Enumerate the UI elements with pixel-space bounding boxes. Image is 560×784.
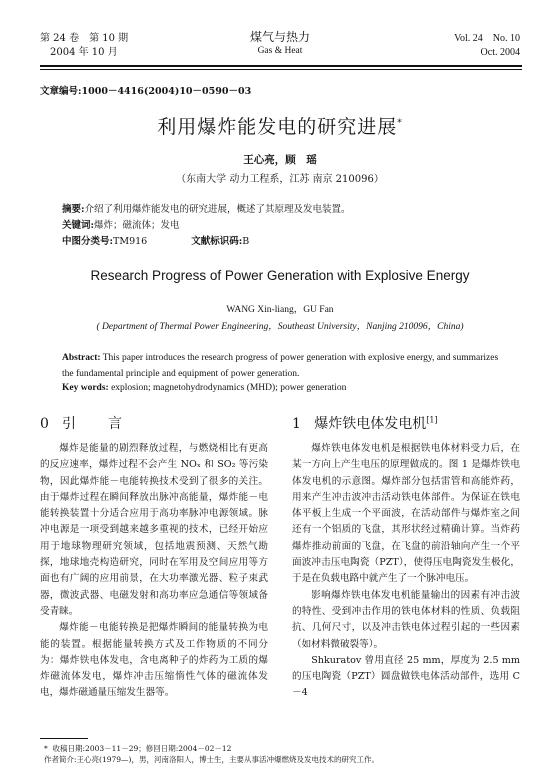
classification-label: 中图分类号:: [62, 236, 114, 247]
section-heading-0: [40, 413, 122, 433]
abstract-en: [62, 350, 508, 382]
abstract-en-text: This paper introduces the research progress of power generation with explosive energy, and summarizes the fundamental principle and equipment of power generation.: [62, 353, 499, 379]
journal-name-en: Gas & Heat: [257, 46, 303, 56]
header-rule-thin: [40, 69, 522, 70]
section-title-0b: 言: [108, 416, 122, 432]
footnote-received: [44, 743, 231, 754]
footnote-rule: [40, 738, 88, 739]
left-column: [40, 441, 268, 702]
abstract-cn-text: 介绍了利用爆炸能发电的研究进展，概述了其原理及发电装置。: [84, 204, 351, 215]
date-cn: 2004 年 10 月: [50, 47, 118, 58]
title-en: Research Progress of Power Generation with Explosive Energy: [90, 268, 470, 283]
footnote-received-text: 收稿日期:2003－11－29；修回日期:2004－02－12: [52, 744, 232, 753]
keywords-cn: [62, 219, 180, 232]
paragraph: 影响爆炸铁电体发电机能量输出的因素有冲击波的特性、受到冲击作用的铁电体材料的性质、负载阻抗、几何尺寸，以及冲击铁电体过程引起的一些因素（如材料微破裂等）。: [292, 589, 520, 650]
doc-code-value: B: [242, 236, 250, 247]
doc-code-label: 文献标识码:: [191, 236, 243, 247]
right-column: [292, 441, 520, 702]
affiliation-en: ( Department of Thermal Power Engineering，Southeast University，Nanjing 210096，China): [96, 322, 464, 332]
keywords-cn-text: 爆炸；磁流体；发电: [94, 220, 180, 231]
section-heading-1: [292, 413, 438, 433]
paragraph: 爆炸是能量的剧烈释放过程，与燃烧相比有更高的反应速率，爆炸过程不会产生 NOₓ 和 SO₂ 等污染物，因此爆炸能－电能转换技术受到了很多的关注。由于爆炸过程在瞬间释放出脉冲高能量，爆炸能－电能转换装置十分适合应用于高功率脉冲电源领域。脉冲电源是一项受到越来越多重视的技术，已经开始应用于地球物理研究领域，包括地震预测、天然气勘探，地球地壳构造研究，同时在军用及空间应用等方面也有广阔的应用前景，在大功率激光器、粒子束武器，微波武器、电磁发射和高功率应急通信等领域备受青睐。: [40, 443, 268, 617]
affiliation-cn: （东南大学 动力工程系，江苏 南京 210096）: [176, 174, 384, 185]
volume-issue-en: Vol. 24 No. 10: [454, 33, 520, 44]
title-cn-text: 利用爆炸能发电的研究进展: [157, 116, 398, 138]
abstract-cn-label: 摘要:: [62, 204, 85, 215]
keywords-en-text: explosion; magnetohydrodynamics (MHD); power generation: [111, 383, 347, 393]
keywords-cn-label: 关键词:: [62, 220, 95, 231]
title-cn: [0, 112, 560, 139]
abstract-en-label: Abstract:: [62, 353, 101, 363]
volume-issue-cn: 第 24 卷 第 10 期: [40, 33, 129, 44]
paragraph: 爆炸铁电体发电机是根据铁电体材料受力后，在某一方向上产生电压的原理做成的。图 1 是爆炸铁电体发电机的示意图。爆炸部分包括雷管和高能炸药，用来产生冲击波冲击活动铁电体部件。为保证在铁电体平板上生成一个平面波，在活动部件与爆炸室之间还有一个铝质的飞盘，其形状经过精确计算。当炸药爆炸推动前面的飞盘，在飞盘的前沿轴向产生一个平面波冲击压电陶瓷（PZT），使得压电陶瓷发生极化，于是在负载电路中就产生了一个脉冲电压。: [292, 443, 520, 585]
paragraph: Shkuratov 曾用直径 25 mm，厚度为 2.5 mm 的压电陶瓷（PZT）圆盘做铁电体活动部件，选用 C－4: [292, 654, 520, 699]
authors-cn: 王心亮，顾 瑶: [243, 154, 317, 166]
classification-value: TM916: [113, 236, 148, 247]
journal-name-cn: 煤气与热力: [249, 30, 310, 44]
footnote-mark: *: [44, 744, 48, 753]
article-number: 文章编号:1000－4416(2004)10－0590－03: [40, 86, 252, 97]
paragraph: 爆炸能－电能转换是把爆炸瞬间的能量转换为电能的装置。根据能量转换方式及工作物质的不同分为：爆炸铁电体发电，含电离种子的炸药为工质的爆炸磁流体发电，爆炸冲击压缩惰性气体的磁流体发电，爆炸磁通量压缩发生器等。: [40, 622, 268, 699]
keywords-en-label: Key words:: [62, 383, 109, 393]
section-title-1: 爆炸铁电体发电机: [314, 416, 427, 432]
abstract-cn: [62, 203, 351, 216]
keywords-en: [62, 381, 508, 395]
title-footnote-mark: *: [397, 118, 403, 129]
section-number-0: 0: [40, 416, 49, 432]
footnote-author-bio: 作者简介:王心亮(1979—)，男，河南洛阳人，博士生，主要从事活冲爆燃烧及发电技术的研究工作。: [44, 755, 379, 764]
header-volume-en: [454, 32, 520, 60]
classification-line: [62, 235, 249, 248]
section-title-0a: 引: [62, 416, 76, 432]
authors-en: WANG Xin-liang，GU Fan: [226, 305, 334, 315]
section-number-1: 1: [292, 416, 301, 432]
section-1-reference: [1]: [426, 415, 438, 425]
header-rule-thick: [40, 65, 522, 67]
date-en: Oct. 2004: [480, 47, 520, 58]
